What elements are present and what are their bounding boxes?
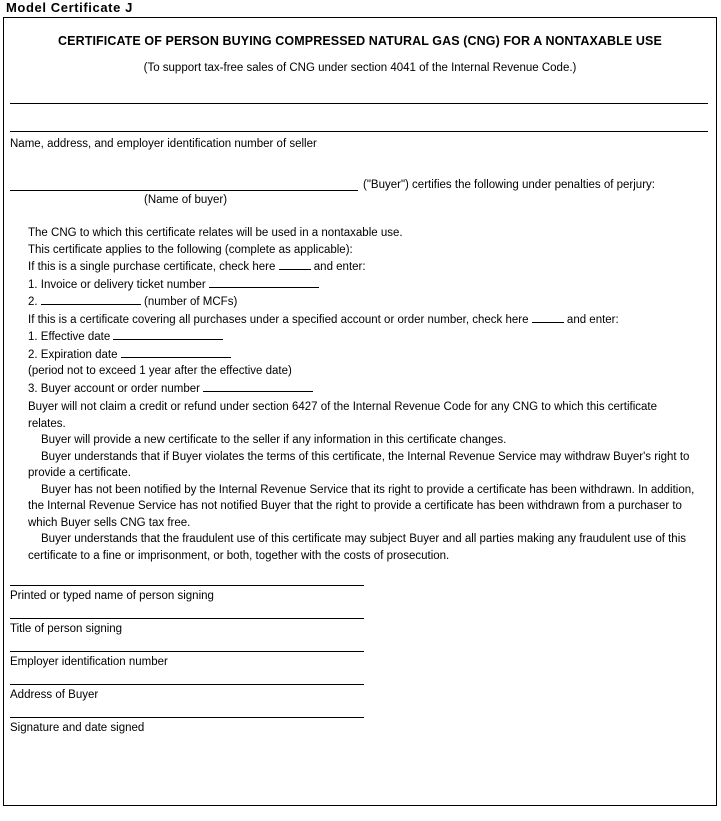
buyer-account-label: 3. Buyer account or order number xyxy=(28,382,200,395)
address-label: Address of Buyer xyxy=(10,689,99,701)
expiration-date-label: 2. Expiration date xyxy=(28,348,118,361)
effective-date-label: 1. Effective date xyxy=(28,331,111,343)
body-paragraph-1: Buyer will not claim a credit or refund under section 6427 of the Internal Revenue Code for any CNG to which this certificate relates. xyxy=(28,401,657,430)
effective-date-input[interactable] xyxy=(113,328,223,340)
certificate-subtitle: (To support tax-free sales of CNG under section 4041 of the Internal Revenue Code.) xyxy=(143,62,577,74)
signature-field-printed-name xyxy=(10,585,710,602)
address-input[interactable] xyxy=(10,684,364,685)
title-input[interactable] xyxy=(10,618,364,619)
buyer-name-input[interactable] xyxy=(10,177,358,191)
signature-field-address xyxy=(10,684,710,701)
account-certificate-text: If this is a certificate covering all purchases under a specified account or order number, check here xyxy=(28,313,529,326)
buyer-account-input[interactable] xyxy=(203,380,313,392)
title-label: Title of person signing xyxy=(10,623,123,635)
seller-line-1[interactable] xyxy=(10,103,708,104)
mcf-number-input[interactable] xyxy=(41,293,141,305)
certificate-body xyxy=(28,225,696,564)
certificate-inner xyxy=(4,34,716,821)
body-sub-item-3 xyxy=(28,380,696,398)
account-certificate-text-end: and enter: xyxy=(566,313,619,326)
body-line-3 xyxy=(28,258,696,276)
signature-field-signature xyxy=(10,717,710,734)
account-certificate-checkbox-blank[interactable] xyxy=(532,311,564,323)
expiration-date-input[interactable] xyxy=(121,346,231,358)
mcf-item-prefix: 2. xyxy=(28,296,38,308)
signature-section xyxy=(10,585,710,750)
invoice-number-label: 1. Invoice or delivery ticket number xyxy=(28,278,206,291)
certificate-title: CERTIFICATE OF PERSON BUYING COMPRESSED NATURAL GAS (CNG) FOR A NONTAXABLE USE xyxy=(58,34,662,48)
mcf-item-suffix: (number of MCFs) xyxy=(144,296,238,308)
signature-field-ein xyxy=(10,651,710,668)
body-sub-item-1 xyxy=(28,328,696,346)
body-item-1 xyxy=(28,276,696,294)
name-of-buyer-label: (Name of buyer) xyxy=(144,194,228,206)
body-sub-item-2 xyxy=(28,346,696,364)
invoice-number-input[interactable] xyxy=(209,276,319,288)
single-purchase-checkbox-blank[interactable] xyxy=(279,258,311,270)
signature-input[interactable] xyxy=(10,717,364,718)
printed-name-input[interactable] xyxy=(10,585,364,586)
body-line-4 xyxy=(28,311,696,329)
signature-field-title xyxy=(10,618,710,635)
signature-label: Signature and date signed xyxy=(10,722,145,734)
body-paragraph-3: Buyer understands that if Buyer violates the terms of this certificate, the Internal Revenue Service may withdraw Buyer's right to provide a certificate. xyxy=(28,450,690,479)
seller-line-2[interactable] xyxy=(10,131,708,132)
ein-label: Employer identification number xyxy=(10,656,168,668)
body-paragraph-4: Buyer has not been notified by the Internal Revenue Service that its right to provide a certificate has been withdrawn. In addition, the Internal Revenue Service has not notified Buyer that the right to provide a certificate has been withdrawn from a purchaser to which Buyer sells CNG tax free. xyxy=(28,483,695,529)
body-item-2 xyxy=(28,293,696,311)
ein-input[interactable] xyxy=(10,651,364,652)
expiration-date-note: (period not to exceed 1 year after the effective date) xyxy=(28,365,292,377)
printed-name-label: Printed or typed name of person signing xyxy=(10,590,214,602)
single-purchase-text-end: and enter: xyxy=(313,261,366,273)
body-paragraph-5: Buyer understands that the fraudulent use of this certificate may subject Buyer and all parties making any fraudulent use of this certificate to a fine or imprisonment, or both, together with the costs of prosecution. xyxy=(28,533,686,562)
seller-label: Name, address, and employer identification number of seller xyxy=(10,138,317,150)
certificate-box xyxy=(3,17,717,806)
body-line-2: This certificate applies to the following (complete as applicable): xyxy=(28,243,353,256)
single-purchase-text: If this is a single purchase certificate, check here xyxy=(28,261,276,273)
model-certificate-label: Model Certificate J xyxy=(6,0,133,15)
buyer-name-row xyxy=(10,177,716,191)
body-paragraph-2: Buyer will provide a new certificate to the seller if any information in this certificate changes. xyxy=(41,434,507,446)
body-line-1: The CNG to which this certificate relates will be used in a nontaxable use. xyxy=(28,227,403,239)
buyer-certifies-text: ("Buyer") certifies the following under penalties of perjury: xyxy=(363,179,655,191)
